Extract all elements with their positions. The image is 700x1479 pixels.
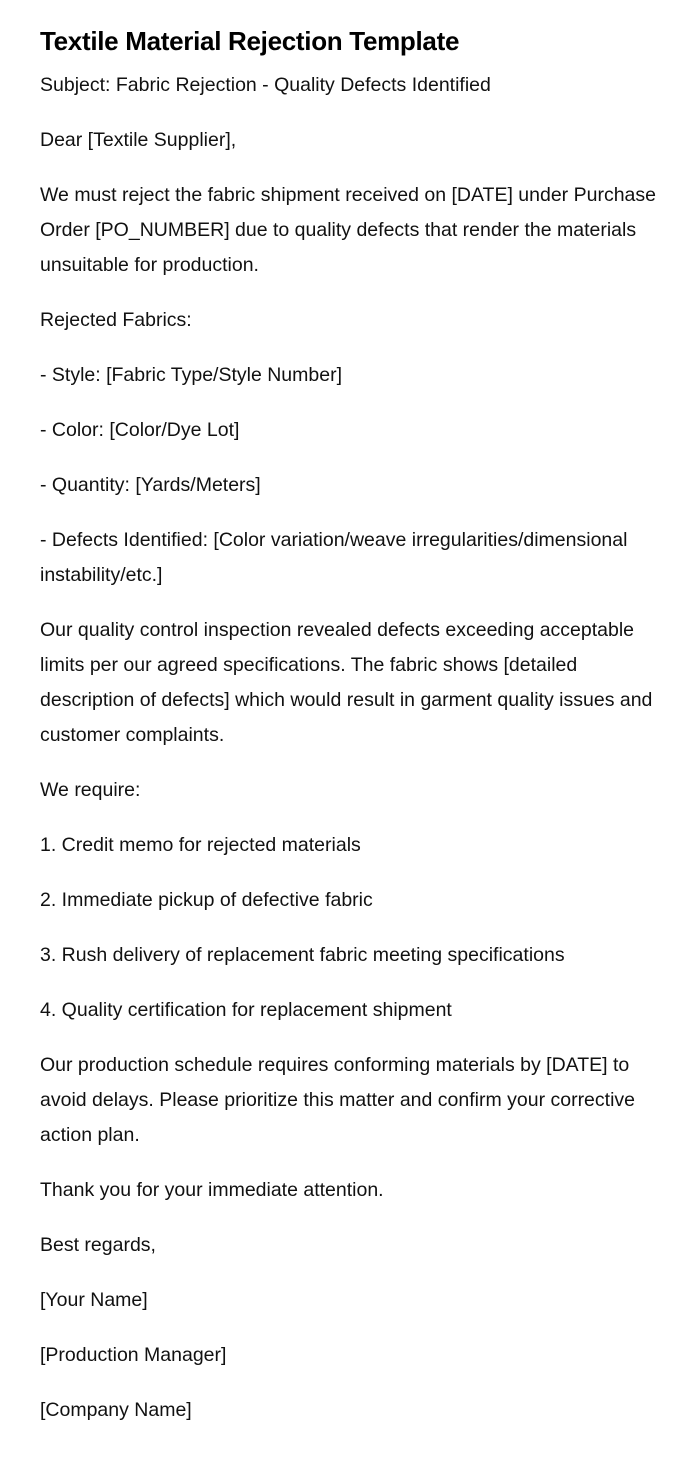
list-item-style: - Style: [Fabric Type/Style Number] [40, 364, 342, 386]
list-item-quantity: - Quantity: [Yards/Meters] [40, 474, 261, 496]
requirements-heading: We require: [40, 779, 141, 801]
closing: Best regards, [40, 1234, 156, 1256]
document-title: Textile Material Rejection Template [40, 26, 460, 56]
subject-line: Subject: Fabric Rejection - Quality Defects Identified [40, 74, 491, 96]
signature-name: [Your Name] [40, 1289, 148, 1311]
requirement-item-2: 2. Immediate pickup of defective fabric [40, 889, 373, 911]
rejected-fabrics-heading: Rejected Fabrics: [40, 309, 192, 331]
thank-you-line: Thank you for your immediate attention. [40, 1179, 384, 1201]
requirement-item-4: 4. Quality certification for replacement shipment [40, 999, 452, 1021]
salutation: Dear [Textile Supplier], [40, 129, 237, 151]
list-item-color: - Color: [Color/Dye Lot] [40, 419, 240, 441]
signature-title: [Production Manager] [40, 1344, 227, 1366]
schedule-paragraph: Our production schedule requires conforming materials by [DATE] to avoid delays. Please prioritize this matter and confirm your corrective action plan. [40, 1054, 635, 1146]
requirement-item-1: 1. Credit memo for rejected materials [40, 834, 361, 856]
list-item-defects: - Defects Identified: [Color variation/weave irregularities/dimensional instability/etc.] [40, 529, 628, 586]
intro-paragraph: We must reject the fabric shipment received on [DATE] under Purchase Order [PO_NUMBER] due to quality defects that render the materials unsuitable for production. [40, 184, 656, 276]
signature-company: [Company Name] [40, 1399, 192, 1421]
inspection-paragraph: Our quality control inspection revealed defects exceeding acceptable limits per our agreed specifications. The fabric shows [detailed description of defects] which would result in garment quality issues and customer complaints. [40, 619, 653, 746]
requirement-item-3: 3. Rush delivery of replacement fabric meeting specifications [40, 944, 565, 966]
